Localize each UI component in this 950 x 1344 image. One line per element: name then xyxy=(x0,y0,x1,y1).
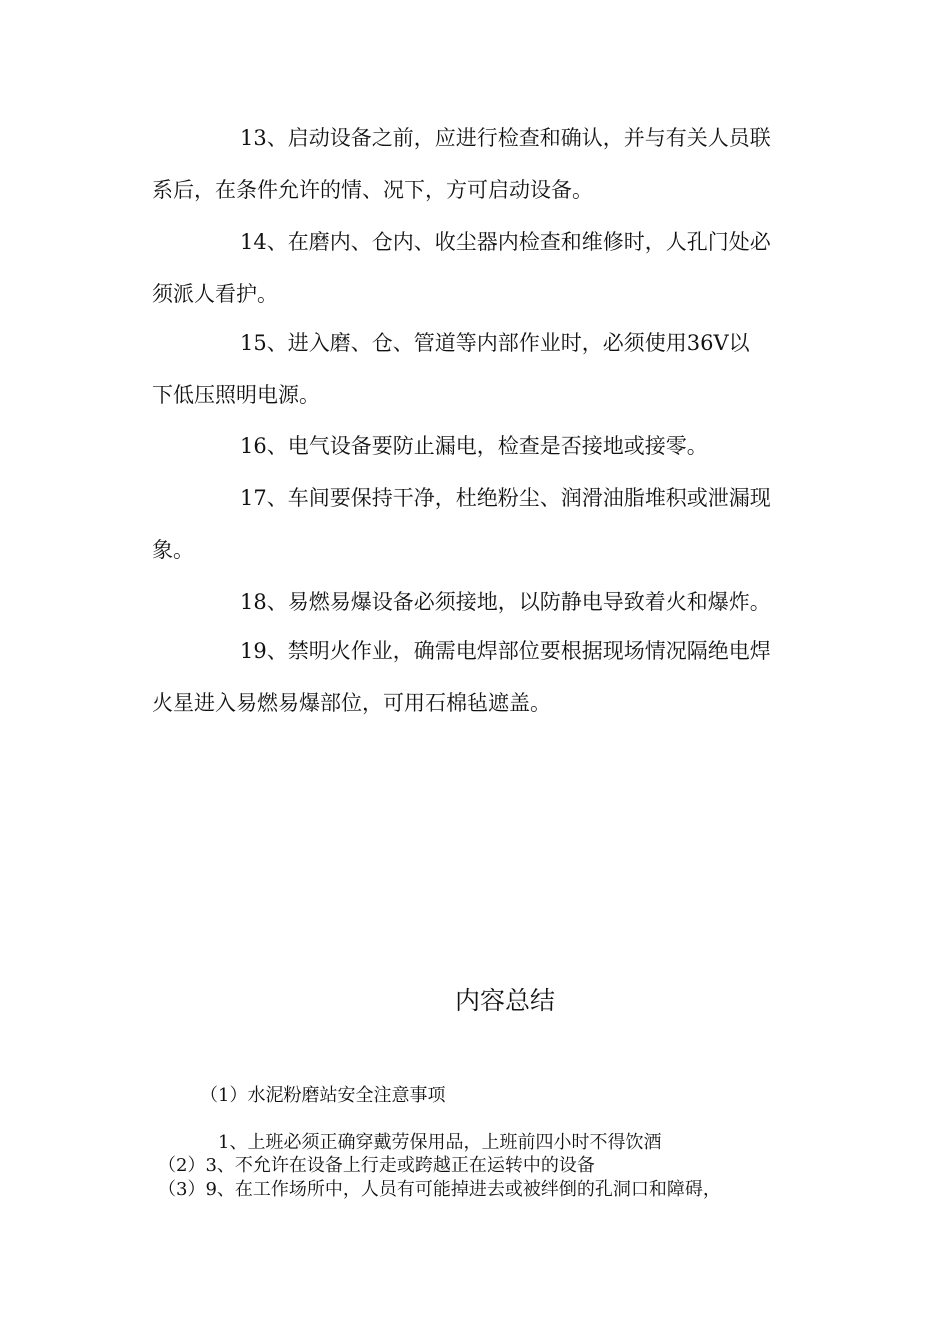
paragraph-13-line-2: 系后，在条件允许的情、况下，方可启动设备。 xyxy=(152,178,593,202)
paragraph-16-line-1: 16、电气设备要防止漏电，检查是否接地或接零。 xyxy=(240,434,708,458)
paragraph-14-line-1: 14、在磨内、仓内、收尘器内检查和维修时，人孔门处必 xyxy=(240,230,771,254)
paragraph-17-line-1: 17、车间要保持干净，杜绝粉尘、润滑油脂堆积或泄漏现 xyxy=(240,486,771,510)
paragraph-14-line-2: 须派人看护。 xyxy=(152,282,278,306)
paragraph-15-line-1: 15、进入磨、仓、管道等内部作业时，必须使用36V以 xyxy=(240,331,750,355)
paragraph-18-line-1: 18、易燃易爆设备必须接地，以防静电导致着火和爆炸。 xyxy=(240,590,771,614)
paragraph-17-line-2: 象。 xyxy=(152,538,194,562)
summary-item-1: （1）水泥粉磨站安全注意事项 xyxy=(200,1085,446,1106)
paragraph-13-line-1: 13、启动设备之前，应进行检查和确认，并与有关人员联 xyxy=(240,126,771,150)
paragraph-19-line-1: 19、禁明火作业，确需电焊部位要根据现场情况隔绝电焊 xyxy=(240,639,771,663)
summary-item-3: （3）9、在工作场所中，人员有可能掉进去或被绊倒的孔洞口和障碍， xyxy=(158,1179,721,1200)
summary-title: 内容总结 xyxy=(454,986,555,1015)
paragraph-19-line-2: 火星进入易燃易爆部位，可用石棉毡遮盖。 xyxy=(152,691,551,715)
summary-item-2: （2）3、不允许在设备上行走或跨越正在运转中的设备 xyxy=(158,1155,595,1176)
paragraph-15-line-2: 下低压照明电源。 xyxy=(152,383,320,407)
summary-item-1-detail: 1、上班必须正确穿戴劳保用品，上班前四小时不得饮酒 xyxy=(218,1132,662,1153)
